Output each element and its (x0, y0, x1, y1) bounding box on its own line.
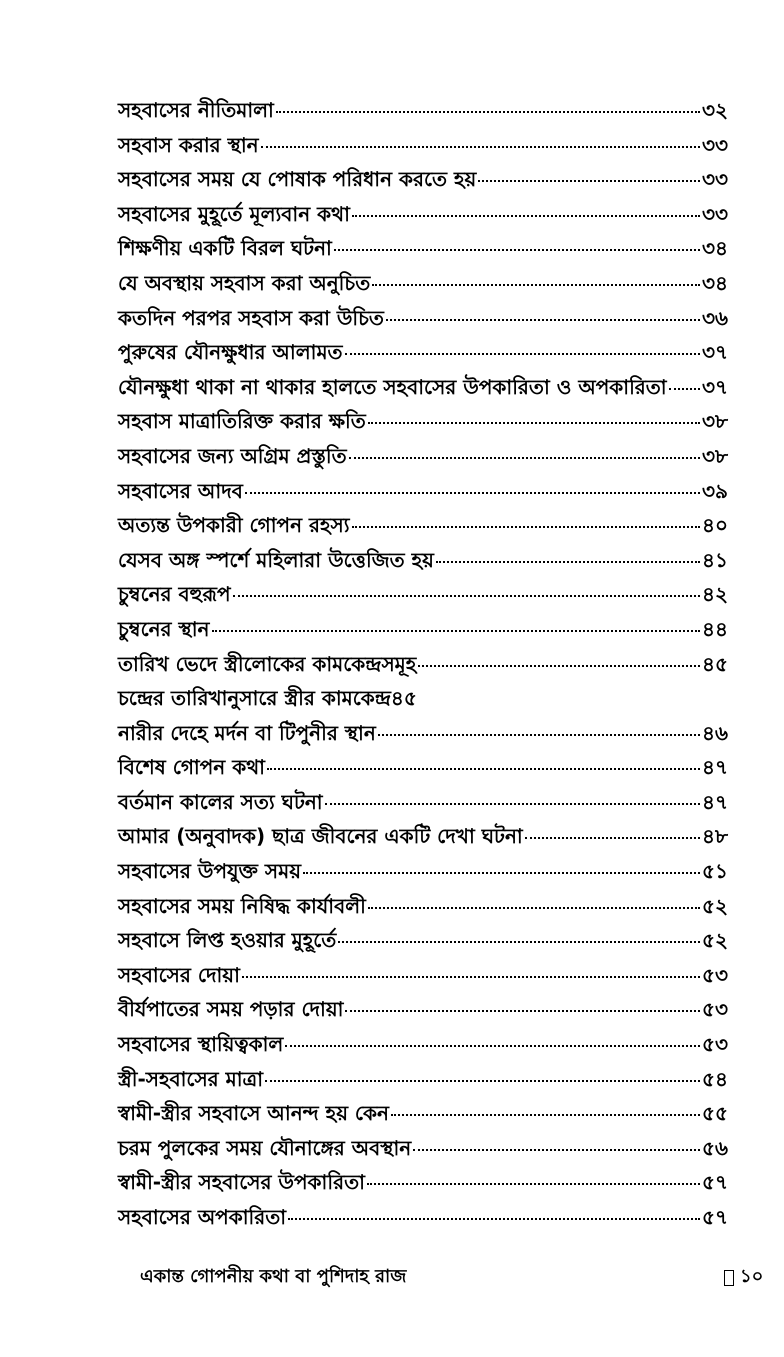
toc-dot-leader (325, 803, 700, 805)
box-icon (724, 1270, 734, 1286)
toc-entry-title: সহবাসের জন্য অগ্রিম প্রস্তুতি (118, 443, 347, 468)
footer-page-number: ১০ (740, 1266, 764, 1287)
toc-entry-page: ৩৩ (701, 167, 728, 192)
toc-entry-page: ৩২ (701, 98, 728, 122)
toc-entry-page: ৩৬ (701, 305, 728, 330)
toc-entry-page: ৫১ (702, 859, 728, 884)
toc-entry-title: নারীর দেহে মর্দন বা টিপুনীর স্থান (118, 720, 376, 745)
toc-entry-page: ৪২ (702, 582, 728, 607)
toc-entry (118, 785, 728, 820)
toc-entry (118, 439, 728, 474)
toc-dot-leader (367, 1183, 700, 1185)
toc-entry (118, 889, 728, 924)
toc-entry-page: ৫৪ (702, 1066, 728, 1091)
toc-entry (118, 335, 728, 370)
footer-book-title: একান্ত গোপনীয় কথা বা পুশিদাহ রাজ (140, 1266, 407, 1287)
toc-entry (118, 370, 728, 405)
toc-entry-page: ৫৩ (702, 1032, 728, 1057)
toc-entry-title: সহবাসে লিপ্ত হওয়ার মুহূর্তে (118, 928, 337, 953)
toc-dot-leader (413, 1149, 700, 1151)
toc-entry (118, 612, 728, 647)
toc-entry-title: চুম্বনের স্থান (118, 616, 210, 641)
toc-dot-leader (345, 1010, 700, 1012)
toc-entry (118, 197, 728, 232)
footer-page-number-group (724, 1262, 763, 1293)
toc-dot-leader (418, 665, 700, 667)
toc-entry (118, 404, 728, 439)
toc-entry-page: ৫৬ (702, 1135, 728, 1160)
toc-entry-title: চন্দ্রের তারিখানুসারে স্ত্রীর কামকেন্দ্র৪৫ (118, 686, 417, 711)
toc-entry-title: সহবাসের আদব (118, 478, 243, 503)
toc-dot-leader (285, 1045, 700, 1047)
toc-entry-page: ৪৮ (702, 824, 728, 849)
toc-entry (118, 474, 728, 509)
toc-entry (118, 923, 728, 958)
toc-dot-leader (352, 215, 700, 217)
toc-dot-leader (372, 284, 700, 286)
toc-dot-leader (368, 422, 700, 424)
toc-dot-leader (352, 526, 700, 528)
toc-entry (118, 543, 728, 578)
toc-entry-page: ৩৭ (701, 374, 728, 399)
toc-entry (118, 958, 728, 993)
toc-entry-page: ৩৭ (701, 340, 728, 365)
toc-dot-leader (669, 388, 700, 390)
toc-dot-leader (345, 353, 700, 355)
toc-entry-page: ৩৩ (701, 201, 728, 226)
toc-entry-page: ৪১ (702, 547, 728, 572)
toc-entry-title: সহবাসের অপকারিতা (118, 1205, 287, 1229)
toc-entry (118, 266, 728, 301)
toc-entry (118, 1165, 728, 1200)
toc-entry-title: তারিখ ভেদে স্ত্রীলোকের কামকেন্দ্রসমূহ (118, 651, 417, 676)
toc-entry-title: যৌনক্ষুধা থাকা না থাকার হালতে সহবাসের উপকারিতা ও অপকারিতা (118, 374, 667, 399)
toc-entry (118, 1200, 728, 1235)
toc-entry-title: সহবাসের সময় যে পোষাক পরিধান করতে হয় (118, 167, 477, 192)
toc-entry-title: স্ত্রী-সহবাসের মাত্রা (118, 1066, 264, 1091)
toc-entry-title: সহবাস মাত্রাতিরিক্ত করার ক্ষতি (118, 409, 366, 434)
toc-entry (118, 162, 728, 197)
toc-entry (118, 992, 728, 1027)
toc-entry-title: সহবাসের উপযুক্ত সময় (118, 859, 302, 884)
toc-entry-title: পুরুষের যৌনক্ষুধার আলামত (118, 340, 343, 365)
toc-entry-page: ৫৭ (702, 1205, 728, 1229)
toc-entry-title: সহবাসের দোয়া (118, 962, 240, 987)
toc-entry-page: ৩৪ (702, 270, 728, 295)
toc-entry-page: ৫৩ (702, 997, 728, 1022)
toc-entry-title: সহবাসের নীতিমালা (118, 98, 274, 122)
toc-entry-title: সহবাস করার স্থান (118, 132, 259, 157)
toc-entry-page: ৫৫ (702, 1101, 728, 1126)
toc-dot-leader (245, 492, 700, 494)
toc-entry-title: যে অবস্থায় সহবাস করা অনুচিত (118, 270, 371, 295)
toc-entry-page: ৩৮ (702, 443, 728, 468)
toc-entry-page: ৩৩ (701, 132, 728, 157)
toc-entry (118, 301, 728, 336)
toc-dot-leader (349, 457, 700, 459)
toc-entry-page: ৩৪ (702, 236, 728, 261)
toc-dot-leader (233, 595, 700, 597)
toc-dot-leader (276, 111, 700, 113)
toc-entry-page: ৪৪ (702, 616, 728, 641)
toc-entry-title: আমার (অনুবাদক) ছাত্র জীবনের একটি দেখা ঘটনা (118, 824, 523, 849)
toc-dot-leader (478, 180, 700, 182)
toc-dot-leader (368, 907, 700, 909)
toc-entry-title: চুম্বনের বহুরূপ (118, 582, 231, 607)
toc-entry-page: ৪৫ (702, 651, 728, 676)
toc-entry-title: সহবাসের স্থায়িত্বকাল (118, 1032, 284, 1057)
toc-dot-leader (525, 837, 700, 839)
toc-entry-title: বীর্যপাতের সময় পড়ার দোয়া (118, 997, 344, 1022)
toc-dot-leader (265, 1080, 700, 1082)
toc-dot-leader (436, 561, 700, 563)
toc-entry-title: অত্যন্ত উপকারী গোপন রহস্য (118, 513, 350, 538)
toc-entry-page: ৩৯ (702, 478, 728, 503)
toc-entry-title: স্বামী-স্ত্রীর সহবাসে আনন্দ হয় কেন (118, 1101, 389, 1126)
toc-entry (118, 1062, 728, 1097)
toc-entry (118, 647, 728, 682)
toc-entry-page: ৫৩ (702, 962, 728, 987)
page-footer (0, 1262, 784, 1292)
toc-dot-leader (261, 146, 700, 148)
toc-entry (118, 1027, 728, 1062)
toc-entry (118, 1096, 728, 1131)
toc-dot-leader (288, 1218, 700, 1220)
toc-dot-leader (267, 768, 700, 770)
toc-entry-page: ৩৮ (702, 409, 728, 434)
toc-entry-page: ৪৭ (702, 789, 728, 814)
table-of-contents (118, 93, 728, 1235)
toc-entry (118, 716, 728, 751)
toc-dot-leader (386, 319, 700, 321)
toc-dot-leader (391, 1114, 700, 1116)
toc-dot-leader (334, 249, 700, 251)
toc-entry-title: কতদিন পরপর সহবাস করা উচিত (118, 305, 384, 330)
toc-entry-title: যেসব অঙ্গ স্পর্শে মহিলারা উত্তেজিত হয় (118, 547, 434, 572)
toc-entry (118, 128, 728, 163)
toc-entry-page: ৫২ (702, 893, 728, 918)
toc-entry-title: সহবাসের মুহূর্তে মূল্যবান কথা (118, 201, 350, 226)
toc-entry-title: বিশেষ গোপন কথা (118, 755, 265, 780)
toc-entry (118, 577, 728, 612)
toc-entry-title: বর্তমান কালের সত্য ঘটনা (118, 789, 323, 814)
toc-dot-leader (303, 872, 700, 874)
toc-entry-page: ৪৭ (702, 755, 728, 780)
toc-entry-page: ৫২ (702, 928, 728, 953)
toc-entry (118, 819, 728, 854)
toc-dot-leader (338, 941, 700, 943)
toc-entry-title: সহবাসের সময় নিষিদ্ধ কার্যাবলী (118, 893, 366, 918)
toc-entry-title: শিক্ষণীয় একটি বিরল ঘটনা (118, 236, 332, 261)
toc-entry (118, 231, 728, 266)
toc-entry (118, 681, 728, 716)
toc-entry-title: চরম পুলকের সময় যৌনাঙ্গের অবস্থান (118, 1135, 412, 1160)
toc-entry (118, 854, 728, 889)
toc-entry-page: ৫৭ (702, 1170, 728, 1195)
toc-entry (118, 508, 728, 543)
toc-entry (118, 750, 728, 785)
toc-entry (118, 93, 728, 128)
toc-entry-page: ৪৬ (702, 720, 728, 745)
toc-entry-page: ৪০ (702, 513, 728, 538)
toc-dot-leader (212, 630, 701, 632)
toc-entry-title: স্বামী-স্ত্রীর সহবাসের উপকারিতা (118, 1170, 365, 1195)
toc-dot-leader (242, 976, 700, 978)
toc-entry (118, 1131, 728, 1166)
toc-dot-leader (378, 734, 700, 736)
